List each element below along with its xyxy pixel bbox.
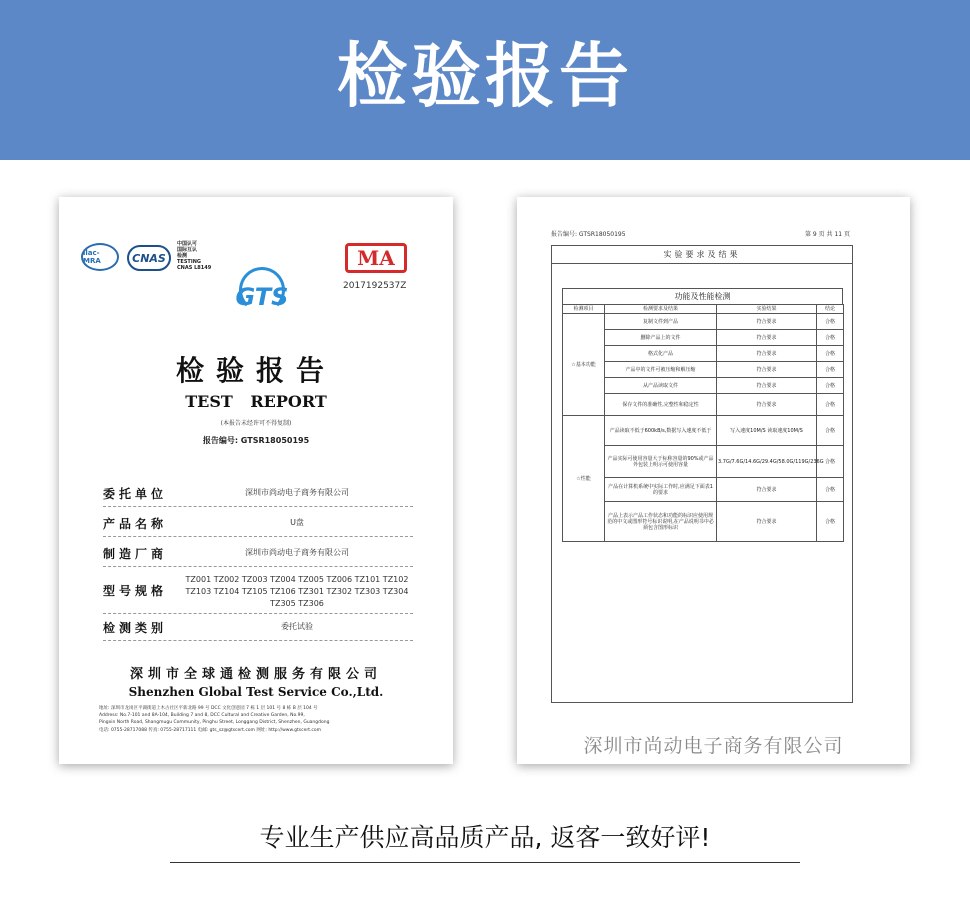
conclusion-cell: 合格	[817, 346, 844, 362]
report-cover-page	[59, 197, 453, 764]
banner-title: 检验报告	[337, 35, 633, 117]
lab-name-cn: 深圳市全球通检测服务有限公司	[129, 667, 382, 682]
conclusion-cell: 合格	[817, 330, 844, 346]
result-cell: 符合要求	[717, 314, 817, 330]
conclusion-cell: 合格	[817, 478, 844, 502]
cma-number: 2017192537Z	[343, 281, 407, 291]
requirement-cell: 从产品读取文件	[605, 378, 717, 394]
table-title: 功能及性能检测	[562, 288, 843, 304]
ilac-mra-logo: ilac-MRA	[81, 243, 119, 271]
column-header: 实验结果	[717, 305, 817, 314]
cnas-text-line: 国际互认	[177, 247, 198, 253]
address-line: Address: No.7-101 and 8A-104, Building 7 and 8, DCC Cultural and Creative Garden, No.99,	[99, 713, 305, 718]
address-line: 地址: 深圳市龙岗区平湖街道上木古社区平新北路 99 号 DCC 文化创意园 7 栋 1 层 101 号 8 栋 B 层 104 号	[99, 706, 318, 711]
field-product-name	[103, 515, 413, 537]
result-cell: 符合要求	[717, 378, 817, 394]
conclusion-cell: 合格	[817, 394, 844, 416]
gts-logo-text: GTS	[235, 283, 289, 311]
table-row	[563, 478, 844, 502]
table-row	[563, 378, 844, 394]
table-row	[563, 346, 844, 362]
field-value: TZ001 TZ002 TZ003 TZ004 TZ005 TZ006 TZ101 TZ102 TZ103 TZ104 TZ105 TZ106 TZ301 TZ302 TZ303 TZ304 TZ305 TZ306	[185, 575, 409, 608]
cnas-text-line: TESTING	[177, 259, 201, 265]
address-line: 电话: 0755-28717088 传真: 0755-28717111 电邮: gts_sz@gtscert.com 网址: http://www.gtscert.com	[99, 728, 322, 733]
conclusion-cell: 合格	[817, 502, 844, 542]
field-value: U盘	[290, 518, 304, 527]
column-header: 检测项目	[563, 305, 605, 314]
report-number: 报告编号: GTSR18050195	[202, 436, 310, 445]
field-model	[103, 572, 413, 614]
result-cell: 符合要求	[717, 478, 817, 502]
result-cell: 符合要求	[717, 330, 817, 346]
cover-title: 检验报告	[175, 354, 336, 387]
table-row	[563, 416, 844, 446]
field-client	[103, 485, 413, 507]
page-header-report-no: 报告编号: GTSR18050195	[551, 231, 626, 238]
cma-logo: MA	[345, 243, 407, 273]
header-banner	[0, 0, 970, 160]
requirement-cell: 产品实际可使用容量大于标称容量的90%或产品外包装上明示可使用容量	[605, 446, 717, 478]
footer-company: 深圳市尚动电子商务有限公司	[583, 735, 844, 757]
cnas-text-line: 中国认可	[177, 241, 198, 247]
field-label: 委托单位	[103, 487, 168, 501]
section-title: 实验要求及结果	[552, 246, 852, 264]
requirement-cell: 保存文件的准确性,完整性和稳定性	[605, 394, 717, 416]
cnas-text-line: 检测	[177, 253, 188, 259]
results-frame	[551, 245, 853, 703]
requirement-cell: 产品中的文件可被压缩和解压缩	[605, 362, 717, 378]
result-cell: 符合要求	[717, 362, 817, 378]
lab-name-en: Shenzhen Global Test Service Co.,Ltd.	[128, 685, 384, 699]
field-value: 委托试验	[281, 622, 313, 631]
slogan-underline	[170, 862, 800, 863]
field-label: 检测类别	[103, 621, 168, 635]
cnas-accreditation-text	[177, 241, 211, 271]
result-cell: 3.7G/7.6G/14.6G/29.4G/58.0G/119G/236G	[717, 446, 817, 478]
result-cell: 写入速度10M/S 读取速度10M/S	[717, 416, 817, 446]
table-row	[563, 330, 844, 346]
conclusion-cell: 合格	[817, 362, 844, 378]
field-label: 型号规格	[103, 584, 168, 598]
copy-note: (本报告未经许可不得复制)	[220, 420, 292, 427]
report-results-page	[517, 197, 910, 764]
field-manufacturer	[103, 545, 413, 567]
field-label: 产品名称	[103, 517, 168, 531]
result-cell: 符合要求	[717, 346, 817, 362]
conclusion-cell: 合格	[817, 378, 844, 394]
table-row	[563, 446, 844, 478]
table-row	[563, 362, 844, 378]
requirement-cell: 复制文件到产品	[605, 314, 717, 330]
result-cell: 符合要求	[717, 394, 817, 416]
conclusion-cell: 合格	[817, 416, 844, 446]
field-value: 深圳市尚动电子商务有限公司	[245, 548, 349, 557]
requirement-cell: 产品上表示产品工作状态和功能的标识应使用规范的中文或图形符号标识说明,在产品说明书中必须包含图形标识	[605, 502, 717, 542]
address-line: Pingxin North Road, Shangmugu Community, Pinghu Street, Longgang District, Shenzhen, Guangdong	[99, 720, 330, 725]
page-number: 第 9 页 共 11 页	[805, 231, 850, 238]
column-header: 检测要求及结果	[605, 305, 717, 314]
requirement-cell: 格式化产品	[605, 346, 717, 362]
table-row	[563, 314, 844, 330]
field-test-type	[103, 619, 413, 641]
requirement-cell: 删除产品上的文件	[605, 330, 717, 346]
field-value: 深圳市尚动电子商务有限公司	[245, 488, 349, 497]
table-row	[563, 394, 844, 416]
table-row	[563, 502, 844, 542]
group-cell: ☆基本功能	[563, 314, 605, 416]
result-cell: 符合要求	[717, 502, 817, 542]
cover-title-en: TEST REPORT	[185, 392, 327, 411]
conclusion-cell: 合格	[817, 314, 844, 330]
cnas-logo: CNAS	[127, 245, 171, 271]
slogan: 专业生产供应高品质产品, 返客一致好评!	[259, 823, 711, 852]
requirement-cell: 产品在计算机系统中实际工作时,应满足下面表1的要求	[605, 478, 717, 502]
results-table	[562, 304, 844, 542]
cnas-text-line: CNAS L8149	[177, 265, 212, 271]
conclusion-cell: 合格	[817, 446, 844, 478]
field-label: 制造厂商	[103, 547, 168, 561]
column-header: 结论	[817, 305, 844, 314]
requirement-cell: 产品读取不低于600kB/s,数据写入速度不低于	[605, 416, 717, 446]
table-header-row	[563, 305, 844, 314]
group-cell: ☆性能	[563, 416, 605, 542]
gts-logo	[223, 267, 301, 323]
